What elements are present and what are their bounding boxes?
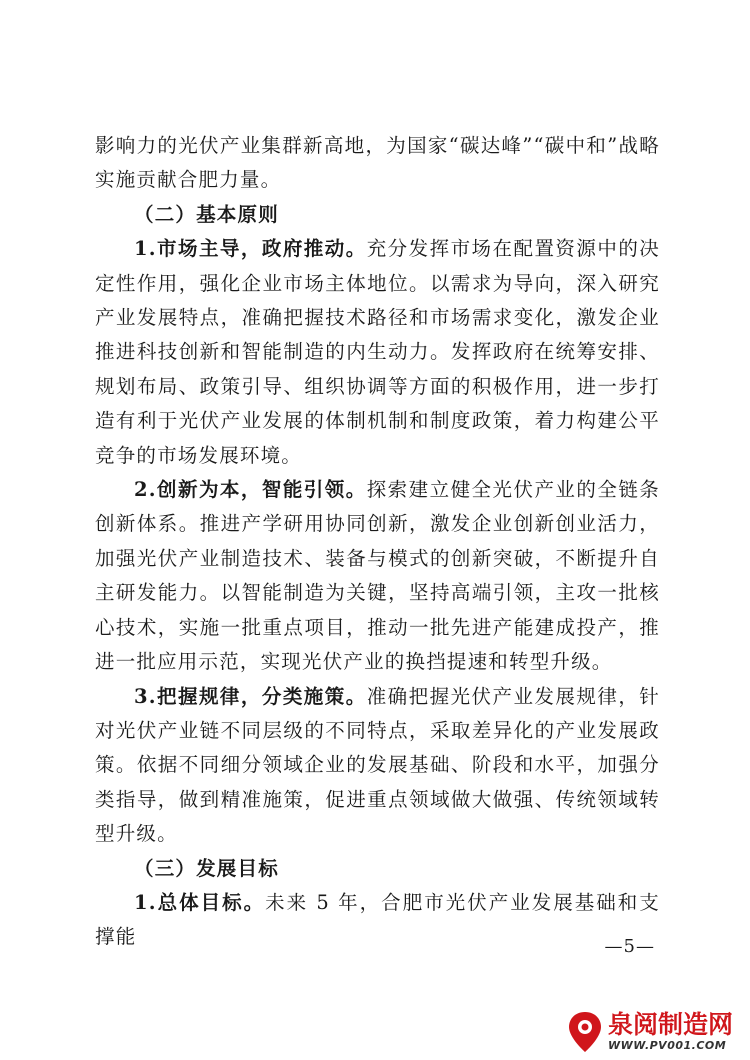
watermark-logo bbox=[566, 1003, 750, 1060]
principle-3-lead: 3.把握规律，分类施策。 bbox=[134, 684, 367, 708]
principle-2-text: 探索建立健全光伏产业的全链条创新体系。推进产学研用协同创新，激发企业创新创业活力，加强光伏产业制造技术、装备与模式的创新突破，不断提升自主研发能力。以智能制造为关键，坚持高端引领，主攻一批核心技术，实施一批重点项目，推动一批先进产能建成投产，推进一批应用示范，实现光伏产业的换挡提速和转型升级。 bbox=[95, 478, 660, 674]
principle-1-lead: 1.市场主导，政府推动。 bbox=[134, 237, 367, 261]
principle-1-text: 充分发挥市场在配置资源中的决定性作用，强化企业市场主体地位。以需求为导向，深入研究产业发展特点，准确把握技术路径和市场需求变化，激发企业推进科技创新和智能制造的内生动力。发挥政府在统筹安排、规划布局、政策引导、组织协调等方面的积极作用，进一步打造有利于光伏产业发展的体制机制和制度政策，着力构建公平竞争的市场发展环境。 bbox=[95, 237, 660, 467]
paragraph-principle-3 bbox=[95, 680, 660, 852]
section-heading-goals: （三）发展目标 bbox=[134, 856, 279, 880]
watermark-title: 泉阅制造网 bbox=[608, 1010, 734, 1039]
watermark-url: WWW.PV001.COM bbox=[608, 1039, 727, 1052]
principle-3-text: 准确把握光伏产业发展规律，针对光伏产业链不同层级的不同特点，采取差异化的产业发展政策。依据不同细分领域企业的发展基础、阶段和水平，加强分类指导，做到精准施策，促进重点领域做大做强、传统领域转型升级。 bbox=[95, 684, 660, 846]
principle-2-lead: 2.创新为本，智能引领。 bbox=[134, 478, 367, 502]
paragraph-principle-2 bbox=[95, 473, 660, 679]
watermark-text bbox=[608, 1012, 733, 1051]
section-heading-principles: （二）基本原则 bbox=[134, 202, 279, 226]
body-text bbox=[95, 129, 660, 955]
paragraph-goal-1 bbox=[95, 886, 660, 955]
goal-1-lead: 1.总体目标。 bbox=[134, 890, 266, 914]
paragraph-principle-1 bbox=[95, 232, 660, 473]
paragraph-continuation: 影响力的光伏产业集群新高地，为国家“碳达峰”“碳中和”战略实施贡献合肥力量。 bbox=[95, 134, 660, 192]
map-pin-icon bbox=[566, 1010, 604, 1054]
goal-1-text: 未来 5 年，合肥市光伏产业发展基础和支撑能 bbox=[95, 890, 660, 949]
page-number: —5— bbox=[604, 936, 655, 957]
